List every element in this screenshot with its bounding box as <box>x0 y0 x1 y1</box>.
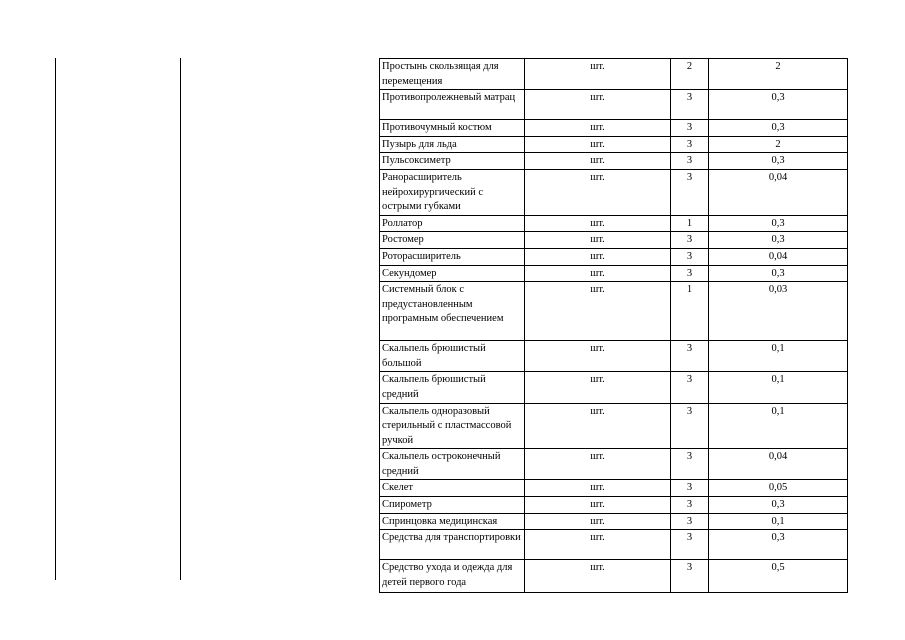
unit-cell: шт. <box>525 136 671 153</box>
quantity-cell: 3 <box>671 265 709 282</box>
quantity-cell: 3 <box>671 530 709 560</box>
item-name-cell: Скальпель брюшистый средний <box>380 372 525 403</box>
unit-cell: шт. <box>525 480 671 497</box>
quantity-cell: 3 <box>671 341 709 372</box>
unit-cell: шт. <box>525 248 671 265</box>
norm-cell: 0,04 <box>709 169 848 215</box>
unit-cell: шт. <box>525 232 671 249</box>
item-name-cell: Роторасширитель <box>380 248 525 265</box>
norm-cell: 2 <box>709 136 848 153</box>
norm-cell: 0,3 <box>709 215 848 232</box>
unit-cell: шт. <box>525 90 671 120</box>
unit-cell: шт. <box>525 265 671 282</box>
item-name-cell: Скальпель остроконечный средний <box>380 449 525 480</box>
unit-cell: шт. <box>525 403 671 449</box>
unit-cell: шт. <box>525 282 671 341</box>
quantity-cell: 3 <box>671 372 709 403</box>
quantity-cell: 3 <box>671 560 709 593</box>
unit-cell: шт. <box>525 341 671 372</box>
item-name-cell: Противочумный костюм <box>380 120 525 137</box>
item-name-cell: Роллатор <box>380 215 525 232</box>
item-name-cell: Пульсоксиметр <box>380 153 525 170</box>
table-row <box>380 497 848 514</box>
unit-cell: шт. <box>525 530 671 560</box>
table-row <box>380 120 848 137</box>
quantity-cell: 3 <box>671 153 709 170</box>
table-row <box>380 372 848 403</box>
item-name-cell: Системный блок с предустановленным програмным обеспечением <box>380 282 525 341</box>
quantity-cell: 3 <box>671 169 709 215</box>
unit-cell: шт. <box>525 215 671 232</box>
unit-cell: шт. <box>525 120 671 137</box>
unit-cell: шт. <box>525 372 671 403</box>
quantity-cell: 3 <box>671 248 709 265</box>
table-row <box>380 403 848 449</box>
quantity-cell: 3 <box>671 480 709 497</box>
item-name-cell: Противопролежневый матрац <box>380 90 525 120</box>
unit-cell: шт. <box>525 560 671 593</box>
table-row <box>380 232 848 249</box>
norm-cell: 0,3 <box>709 530 848 560</box>
quantity-cell: 1 <box>671 282 709 341</box>
equipment-table <box>379 58 848 593</box>
unit-cell: шт. <box>525 153 671 170</box>
quantity-cell: 3 <box>671 136 709 153</box>
quantity-cell: 2 <box>671 59 709 90</box>
unit-cell: шт. <box>525 169 671 215</box>
left-column-line <box>180 58 181 580</box>
item-name-cell: Ранорасширитель нейрохирургический с острыми губками <box>380 169 525 215</box>
table-row <box>380 513 848 530</box>
norm-cell: 0,1 <box>709 403 848 449</box>
item-name-cell: Секундомер <box>380 265 525 282</box>
table-row <box>380 449 848 480</box>
item-name-cell: Спринцовка медицинская <box>380 513 525 530</box>
table-row <box>380 341 848 372</box>
table-row <box>380 480 848 497</box>
unit-cell: шт. <box>525 497 671 514</box>
table-row <box>380 90 848 120</box>
norm-cell: 0,3 <box>709 120 848 137</box>
norm-cell: 0,04 <box>709 449 848 480</box>
item-name-cell: Скальпель одноразовый стерильный с пластмассовой ручкой <box>380 403 525 449</box>
quantity-cell: 3 <box>671 403 709 449</box>
item-name-cell: Ростомер <box>380 232 525 249</box>
quantity-cell: 1 <box>671 215 709 232</box>
item-name-cell: Спирометр <box>380 497 525 514</box>
quantity-cell: 3 <box>671 232 709 249</box>
norm-cell: 0,03 <box>709 282 848 341</box>
norm-cell: 0,1 <box>709 341 848 372</box>
norm-cell: 0,3 <box>709 497 848 514</box>
norm-cell: 0,3 <box>709 232 848 249</box>
norm-cell: 0,5 <box>709 560 848 593</box>
table-row <box>380 282 848 341</box>
table-row <box>380 560 848 593</box>
quantity-cell: 3 <box>671 497 709 514</box>
table-row <box>380 136 848 153</box>
table-row <box>380 215 848 232</box>
table-row <box>380 265 848 282</box>
table-row <box>380 153 848 170</box>
item-name-cell: Средство ухода и одежда для детей первого года <box>380 560 525 593</box>
left-border-line <box>55 58 56 580</box>
quantity-cell: 3 <box>671 90 709 120</box>
item-name-cell: Простынь скользящая для перемещения <box>380 59 525 90</box>
item-name-cell: Скелет <box>380 480 525 497</box>
norm-cell: 0,3 <box>709 265 848 282</box>
equipment-table-body <box>380 59 848 593</box>
norm-cell: 0,1 <box>709 372 848 403</box>
table-row <box>380 59 848 90</box>
norm-cell: 2 <box>709 59 848 90</box>
unit-cell: шт. <box>525 449 671 480</box>
table-row <box>380 169 848 215</box>
table-row <box>380 530 848 560</box>
quantity-cell: 3 <box>671 120 709 137</box>
norm-cell: 0,3 <box>709 153 848 170</box>
norm-cell: 0,04 <box>709 248 848 265</box>
quantity-cell: 3 <box>671 513 709 530</box>
table-row <box>380 248 848 265</box>
quantity-cell: 3 <box>671 449 709 480</box>
item-name-cell: Пузырь для льда <box>380 136 525 153</box>
unit-cell: шт. <box>525 513 671 530</box>
unit-cell: шт. <box>525 59 671 90</box>
item-name-cell: Скальпель брюшистый большой <box>380 341 525 372</box>
norm-cell: 0,1 <box>709 513 848 530</box>
norm-cell: 0,3 <box>709 90 848 120</box>
norm-cell: 0,05 <box>709 480 848 497</box>
item-name-cell: Средства для транспортировки <box>380 530 525 560</box>
